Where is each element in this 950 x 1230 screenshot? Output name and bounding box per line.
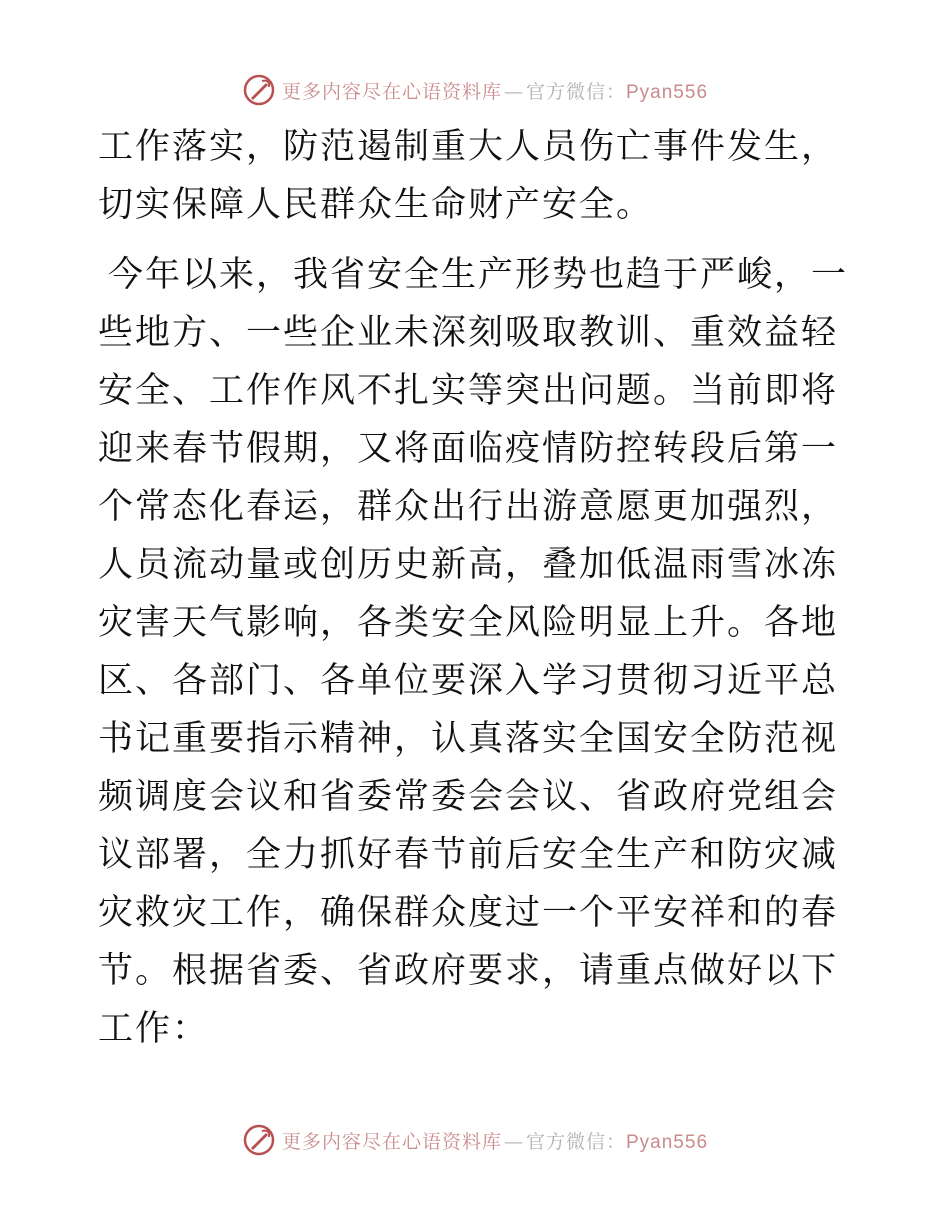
paragraph-1: 工作落实，防范遏制重大人员伤亡事件发生，切实保障人民群众生命财产安全。 [98, 127, 839, 225]
watermark-official: 官方微信： [525, 1130, 626, 1153]
quill-logo-icon [242, 1123, 276, 1157]
watermark-id: Pyan556 [626, 81, 709, 103]
watermark-main: 更多内容尽在心语资料库 [281, 80, 502, 103]
watermark-main: 更多内容尽在心语资料库 [281, 1130, 502, 1153]
quill-logo-icon [242, 73, 276, 107]
watermark-official: 官方微信： [525, 80, 626, 103]
watermark-text [282, 1127, 708, 1154]
watermark-id: Pyan556 [626, 1131, 709, 1153]
footer-watermark [0, 1120, 950, 1160]
paragraph-2: 今年以来，我省安全生产形势也趋于严峻，一些地方、一些企业未深刻吸取教训、重效益轻安全、工作作风不扎实等突出问题。当前即将迎来春节假期，又将面临疫情防控转段后第一个常态化春运，群众出行出游意愿更加强烈，人员流动量或创历史新高，叠加低温雨雪冰冻灾害天气影响，各类安全风险明显上升。各地区、各部门、各单位要深入学习贯彻习近平总书记重要指示精神，认真落实全国安全防范视频调度会议和省委常委会会议、省政府党组会议部署，全力抓好春节前后安全生产和防灾减灾救灾工作，确保群众度过一个平安祥和的春节。根据省委、省政府要求，请重点做好以下工作： [98, 255, 849, 1049]
watermark-separator: — [503, 1130, 524, 1153]
header-watermark [0, 70, 950, 110]
watermark-text [282, 77, 708, 104]
watermark-separator: — [503, 80, 524, 103]
document-body [98, 118, 858, 1058]
